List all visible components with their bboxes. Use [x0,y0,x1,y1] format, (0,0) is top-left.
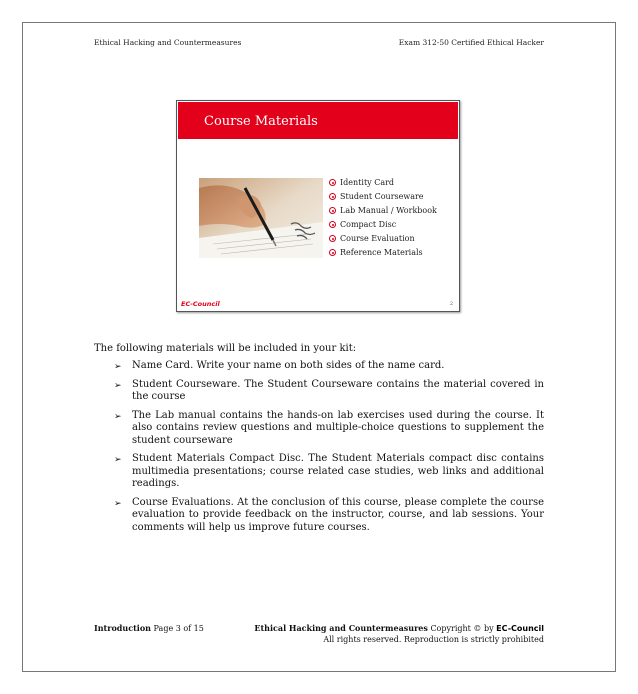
header-right: Exam 312-50 Certified Ethical Hacker [398,38,544,47]
footer-section: Introduction [94,623,151,633]
slide-thumbnail [176,100,460,312]
slide-list-item: Course Evaluation [329,232,437,246]
slide-list-item: Lab Manual / Workbook [329,204,437,218]
header-left: Ethical Hacking and Countermeasures [94,38,242,47]
circle-bullet-icon [329,221,336,228]
slide-list-item: Identity Card [329,176,437,190]
slide-bullet-list [329,176,437,260]
slide-title: Course Materials [204,114,318,129]
list-item: ➢ The Lab manual contains the hands-on lab exercises used during the course. It also contains review questions and multiple-choice questions to supplement the student courseware [114,409,544,446]
footer-title: Ethical Hacking and Countermeasures [254,623,428,633]
footer-left [94,623,204,633]
slide-page-number: 2 [449,301,453,307]
list-item: ➢ Name Card. Write your name on both sides of the name card. [114,360,445,372]
arrow-bullet-icon: ➢ [114,498,122,509]
arrow-bullet-icon: ➢ [114,411,122,422]
slide-banner [178,102,458,139]
footer-right [254,623,544,645]
ec-council-logo: EC-Council [181,300,220,308]
circle-bullet-icon [329,193,336,200]
arrow-bullet-icon: ➢ [114,455,122,465]
hand-writing-illustration [199,178,323,258]
slide-list-item: Compact Disc [329,218,437,232]
arrow-bullet-icon: ➢ [114,380,122,391]
circle-bullet-icon [329,235,336,242]
slide-list-item: Reference Materials [329,246,437,260]
footer-page: Page 3 of 15 [153,624,204,633]
list-item: ➢ Course Evaluations. At the conclusion of this course, please complete the course evaluation to provide feedback on the instructor, course, and lab sessions. Your comments will help us improve future courses. [114,496,544,533]
footer-rights: All rights reserved. Reproduction is strictly prohibited [323,635,544,644]
materials-list [112,360,544,540]
circle-bullet-icon [329,179,336,186]
footer-copyright-line [254,623,544,634]
intro-text: The following materials will be included in your kit: [94,343,357,354]
circle-bullet-icon [329,207,336,214]
arrow-bullet-icon: ➢ [114,362,122,372]
hand-writing-photo [199,178,323,258]
footer-copyright: Copyright © by [430,624,494,633]
list-item: ➢ Student Materials Compact Disc. The Student Materials compact disc contains multimedia presentations; course related case studies, web links and additional readings. [114,453,544,489]
list-item: ➢ Student Courseware. The Student Courseware contains the material covered in the course [114,378,544,402]
circle-bullet-icon [329,249,336,256]
slide-list-item: Student Courseware [329,190,437,204]
footer-brand-logo: EC-Council [496,624,544,633]
